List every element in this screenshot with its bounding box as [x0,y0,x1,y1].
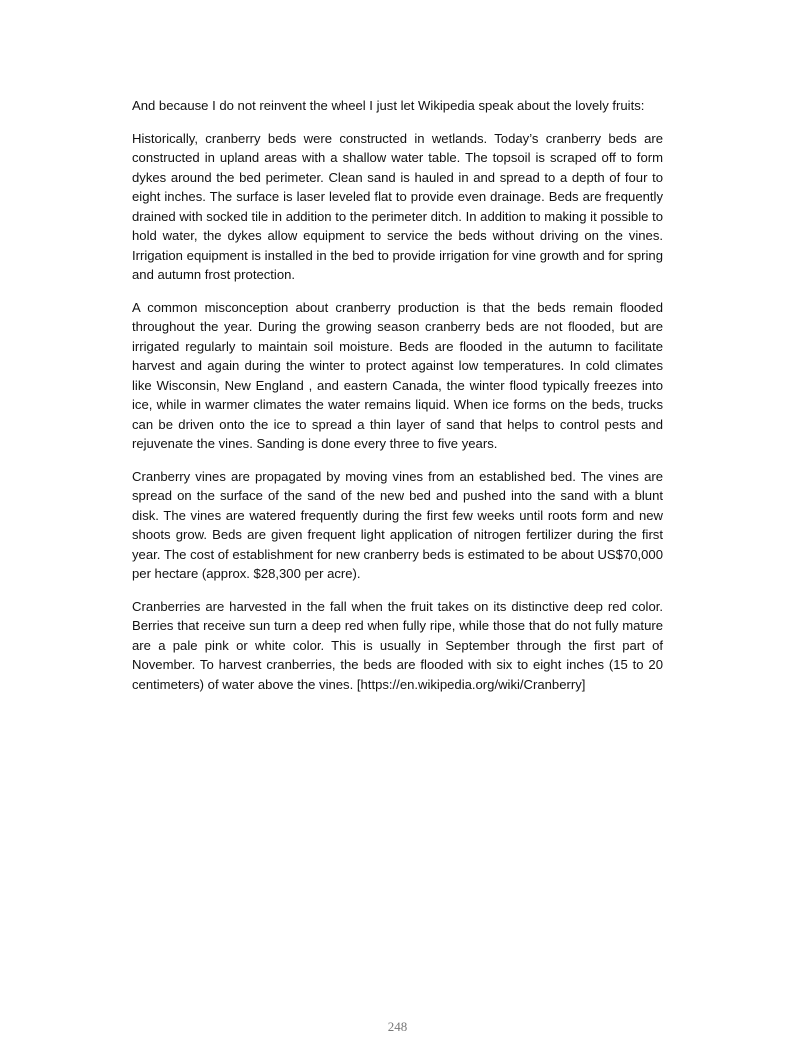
vine-propagation-paragraph: Cranberry vines are propagated by moving vines from an established bed. The vines are spread on the surface of the sand of the new bed and pushed into the sand with a blunt disk. The vines are watered frequently during the first few weeks until roots form and new shoots grow. Beds are given frequent light application of nitrogen fertilizer during the first year. The cost of establishment for new cranberry beds is estimated to be about US$70,000 per hectare (approx. $28,300 per acre). [132,468,663,581]
flooding-misconception-paragraph: A common misconception about cranberry production is that the beds remain flooded throughout the year. During the growing season cranberry beds are not flooded, but are irrigated regularly to maintain soil moisture. Beds are flooded in the autumn to facilitate harvest and again during the winter to protect against low temperatures. In cold climates like Wisconsin, New England , and eastern Canada, the winter flood typically freezes into ice, while in warmer climates the water remains liquid. When ice forms on the beds, trucks can be driven onto the ice to spread a thin layer of sand that helps to control pests and rejuvenate the vines. Sanding is done every three to five years. [132,299,663,451]
cranberry-beds-paragraph: Historically, cranberry beds were constructed in wetlands. Today’s cranberry beds are constructed in upland areas with a shallow water table. The topsoil is scraped off to form dykes around the bed perimeter. Clean sand is hauled in and spread to a depth of four to eight inches. The surface is laser leveled flat to provide even drainage. Beds are frequently drained with socked tile in addition to the perimeter ditch. In addition to making it possible to hold water, the dykes allow equipment to service the beds without driving on the vines. Irrigation equipment is installed in the bed to provide irrigation for vine growth and for spring and autumn frost protection. [132,130,663,282]
harvest-paragraph: Cranberries are harvested in the fall when the fruit takes on its distinctive deep red color. Berries that receive sun turn a deep red when fully ripe, while those that do not fully mature are a pale pink or white color. This is usually in September through the first part of November. To harvest cranberries, the beds are flooded with six to eight inches (15 to 20 centimeters) of water above the vines. [https://en.wikipedia.org/wiki/Cranberry] [132,598,663,692]
body-text [132,96,663,707]
page-number: 248 [387,1019,408,1034]
intro-paragraph: And because I do not reinvent the wheel I just let Wikipedia speak about the lovely fruits: [132,98,645,113]
